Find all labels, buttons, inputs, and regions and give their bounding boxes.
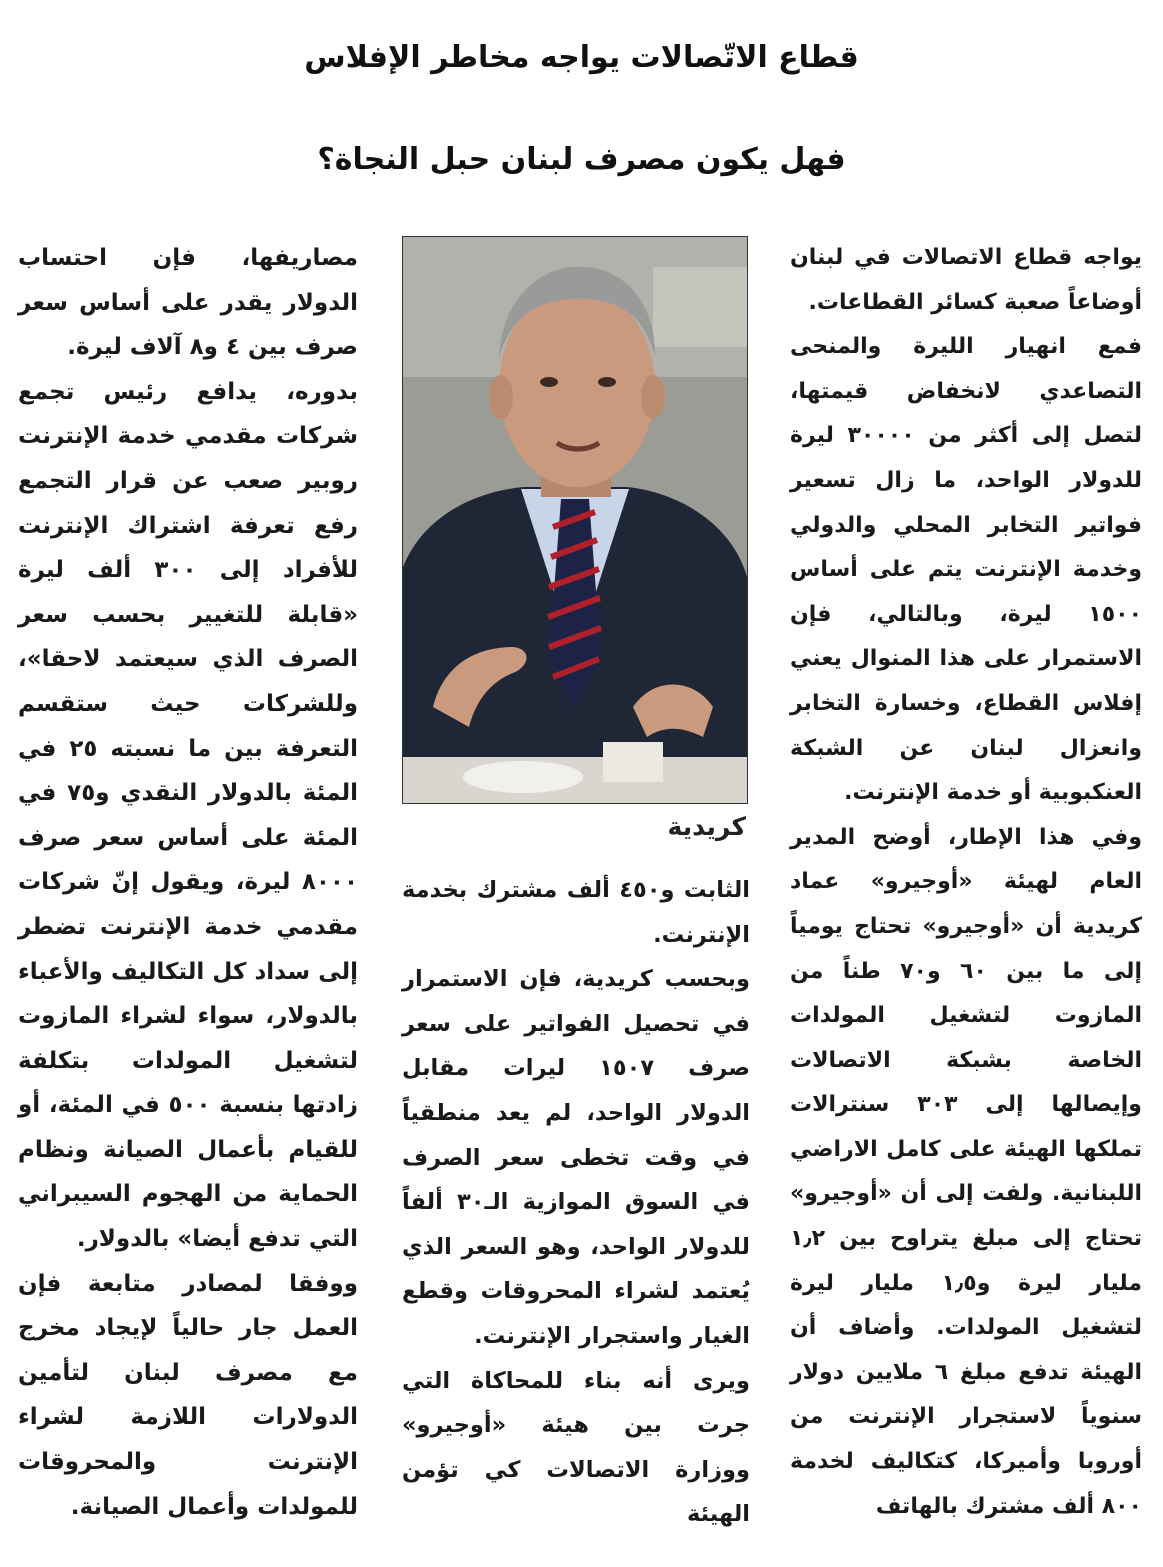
paragraph: ووفقا لمصادر متابعة فإن العمل جار حالياً لإيجاد مخرج مع مصرف لبنان لتأمين الدولارات اللازمة لشراء الإنترنت والمحروقات للمولدات وأعمال الصيانة. [18,1270,358,1520]
headline-line-2: فهل يكون مصرف لبنان حبل النجاة؟ [317,142,846,177]
paragraph: وبحسب كريدية، فإن الاستمرار في تحصيل الفواتير على سعر صرف ١٥٠٧ ليرات مقابل الدولار الواحد، لم يعد منطقياً في وقت تخطى سعر الصرف في السوق الموازية الـ٣٠ ألفاً للدولار الواحد، وهو السعر الذي يُعتمد لشراء المحروقات وقطع الغيار واستجرار الإنترنت. [402,966,750,1349]
paragraph: الثابت و٤٥٠ ألف مشترك بخدمة الإنترنت. [402,877,750,948]
article-column-middle [402,868,750,1537]
paragraph: فمع انهيار الليرة والمنحى التصاعدي لانخفاض قيمتها، لتصل إلى أكثر من ٣٠٠٠٠ ليرة للدولار الواحد، ما زال تسعير فواتير التخابر المحلي والدولي وخدمة الإنترنت يتم على أساس ١٥٠٠ ليرة، وبالتالي، فإن الاستمرار على هذا المنوال يعني إفلاس القطاع، وخسارة التخابر وانعزال لبنان عن الشبكة العنكبوبية أو خدمة الإنترنت. [790,334,1142,806]
paragraph: وفي هذا الإطار، أوضح المدير العام لهيئة «أوجيرو» عماد كريدية أن «أوجيرو» تحتاج يومياً إلى ما بين ٦٠ و٧٠ طناً من المازوت لتشغيل المولدات الخاصة بشبكة الاتصالات وإيصالها إلى ٣٠٣ سنترالات تملكها الهيئة على كامل الاراضي اللبنانية. ولفت إلى أن «أوجيرو» تحتاج إلى مبلغ يتراوح بين ١٫٢ مليار ليرة و١٫٥ مليار ليرة لتشغيل المولدات. وأضاف أن الهيئة تدفع مبلغ ٦ ملايين دولار سنوياً لاستجرار الإنترنت من أوروبا وأميركا، كتكاليف لخدمة ٨٠٠ ألف مشترك بالهاتف [790,824,1142,1519]
paragraph: مصاريفها، فإن احتساب الدولار يقدر على أساس سعر صرف بين ٤ و٨ آلاف ليرة. [18,245,358,361]
headline-line-1: قطاع الاتّصالات يواجه مخاطر الإفلاس [304,40,859,75]
paragraph: ويرى أنه بناء للمحاكاة التي جرت بين هيئة «أوجيرو» ووزارة الاتصالات كي تؤمن الهيئة [402,1367,750,1528]
portrait-illustration [403,237,747,803]
article-column-left [18,236,358,1529]
photo-caption: كريدية [667,812,746,841]
article-column-right [790,236,1142,1529]
paragraph: بدوره، يدافع رئيس تجمع شركات مقدمي خدمة الإنترنت روبير صعب عن قرار التجمع رفع تعرفة اشتراك الإنترنت للأفراد إلى ٣٠٠ ألف ليرة «قابلة للتغيير بحسب سعر الصرف الذي سيعتمد لاحقا»، وللشركات حيث ستقسم التعرفة بين ما نسبته ٢٥ في المئة بالدولار النقدي و٧٥ في المئة على أساس سعر صرف ٨٠٠٠ ليرة، ويقول إنّ شركات مقدمي خدمة الإنترنت تضطر إلى سداد كل التكاليف والأعباء بالدولار، سواء لشراء المازوت لتشغيل المولدات بتكلفة زادتها بنسبة ٥٠٠ في المئة، أو للقيام بأعمال الصيانة ونظام الحماية من الهجوم السيبراني التي تدفع أيضا» بالدولار. [18,378,359,1253]
paragraph: يواجه قطاع الاتصالات في لبنان أوضاعاً صعبة كسائر القطاعات. [790,245,1142,315]
portrait-photo [402,236,748,804]
